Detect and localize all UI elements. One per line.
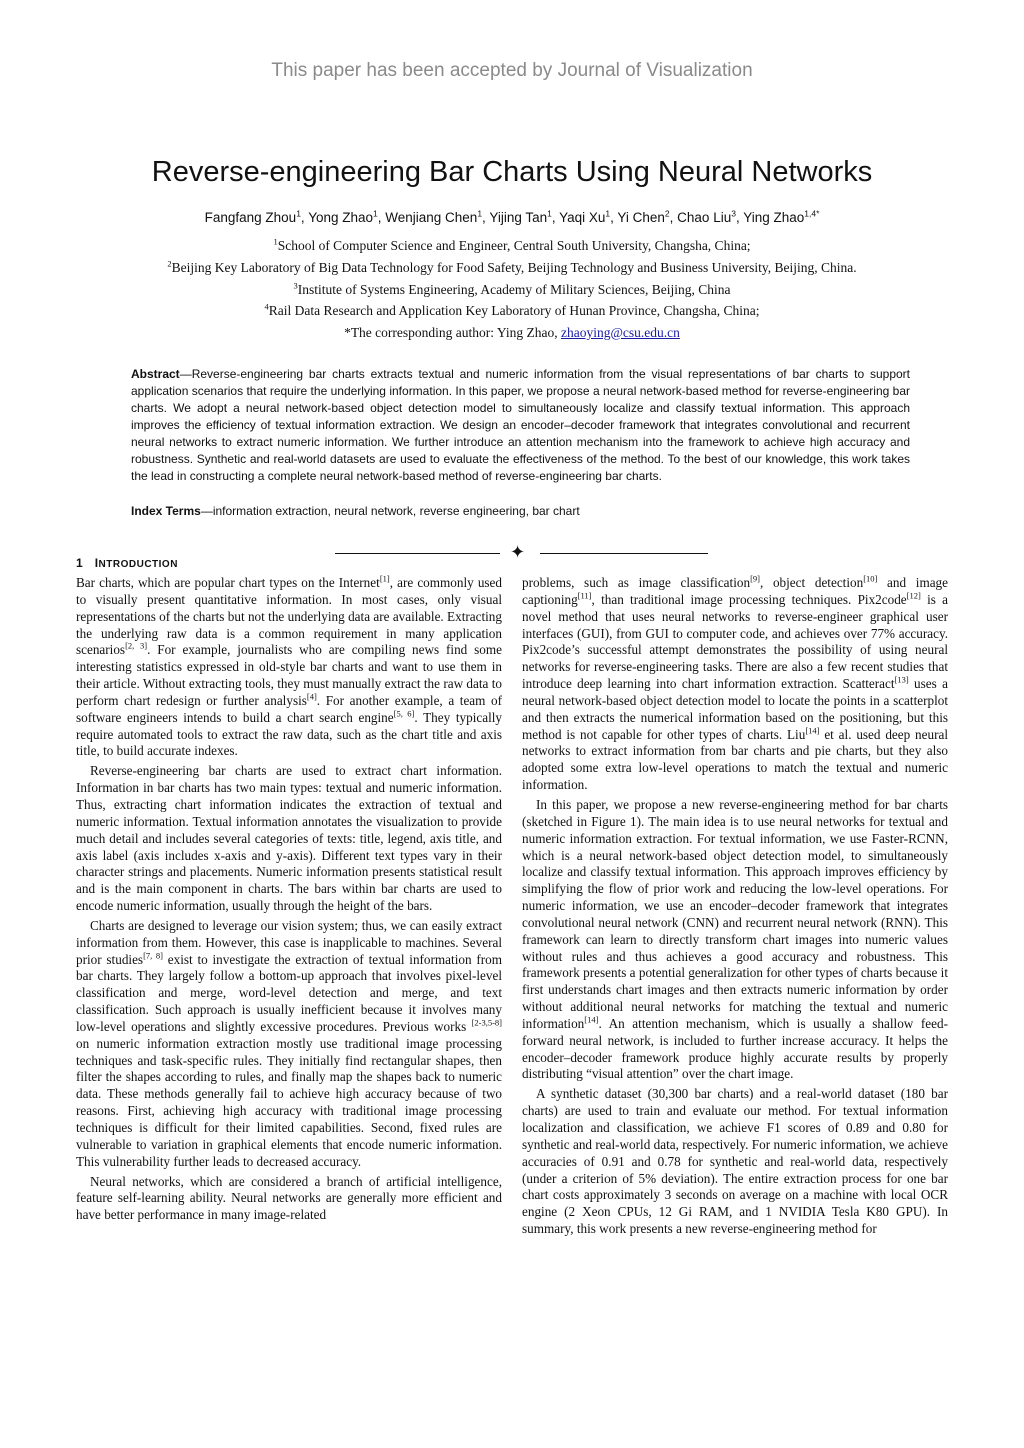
- section-number: 1: [76, 556, 84, 570]
- affiliation-text: Institute of Systems Engineering, Academy of Military Sciences, Beijing, China: [297, 282, 731, 297]
- email-link[interactable]: zhaoying@csu.edu.cn: [561, 325, 680, 340]
- author-name: Yijing Tan: [489, 210, 548, 225]
- abstract-text: —Reverse-engineering bar charts extracts textual and numeric information from the visual representations of bar charts to support application scenarios that require the underlying information. In this paper, we propose a neural network-based method for reverse-engineering bar charts. We adopt a neural network-based object detection model to simultaneously localize and classify textual information. This approach improves the efficiency of textual information extraction. We design an encoder–decoder framework that integrates convolutional and recurrent neural networks to extract numeric information. We further introduce an attention mechanism into the framework to achieve high accuracy and robustness. Synthetic and real-world datasets are used to evaluate the effectiveness of the method. To the best of our knowledge, this work takes the lead in constructing a complete neural network-based method of reverse-engineering bar charts.: [131, 367, 910, 483]
- index-terms: [131, 504, 910, 518]
- citation: [13]: [894, 674, 909, 685]
- divider-line-left: [335, 553, 500, 554]
- paper-title: Reverse-engineering Bar Charts Using Neural Networks: [151, 156, 873, 188]
- citation: [4]: [306, 691, 317, 702]
- author-name: Yaqi Xu: [559, 210, 606, 225]
- body-paragraph: In this paper, we propose a new reverse-engineering method for bar charts (sketched in Figure 1). The main idea is to use neural networks for textual and numeric information extraction. For textual information, we use Faster-RCNN, which is a neural network-based object detection model, to simultaneously localize and classify textual information. This approach improves efficiency by simplifying the flow of prior work and reducing the low-level operations. For numeric information, we use an encoder–decoder framework that integrates convolutional neural network (CNN) and recurrent neural network (RNN). This framework can learn to directly transform chart images into numeric values without rules and thus achieves a good accuracy and robustness. This framework presents a potential generalization for other types of charts because it first understands chart images and then extracts numeric information by order without additional neural networks for matching the textual and numeric information[14]. An attention mechanism, which is usually a shallow feed-forward neural network, is included to further increase accuracy. It helps the encoder–decoder framework produce highly accurate results by properly distributing “visual attention” over the chart image.: [522, 796, 948, 1082]
- author-name: Wenjiang Chen: [385, 210, 478, 225]
- author-sup: 1,4*: [804, 208, 820, 219]
- body-paragraph: Reverse-engineering bar charts are used to extract chart information. Information in bar charts has two main types: textual and numeric information. Thus, extracting chart information indicates the extraction of textual and numeric information. Textual information annotates the visualization to provide much detail and includes several categories of texts: title, legend, axis title, and axis label (axis includes x-axis and y-axis). Different text types vary in their character strings and placements. Numeric information presents statistical result and is the main component in charts. The bars within bar charts are used to encode numeric information, usually through the height of the bars.: [76, 763, 502, 914]
- author-sup: 3: [731, 208, 736, 219]
- affiliation-sup: 2: [167, 258, 172, 269]
- author-name: Ying Zhao: [743, 210, 805, 225]
- author-sup: 1: [547, 208, 552, 219]
- affiliation-3: [0, 282, 1024, 298]
- right-column: [522, 575, 948, 1241]
- citation: [11]: [577, 590, 592, 601]
- index-terms-text: —information extraction, neural network, reverse engineering, bar chart: [200, 504, 580, 518]
- section-heading: [76, 556, 178, 570]
- corresponding-author: [0, 325, 1024, 341]
- citation: [2-3,5-8]: [471, 1017, 502, 1028]
- author-sup: 1: [605, 208, 611, 219]
- section-divider: [335, 542, 708, 563]
- affiliation-sup: 4: [264, 301, 269, 312]
- citation: [14]: [805, 725, 820, 736]
- body-paragraph: Neural networks, which are considered a branch of artificial intelligence, feature self-learning ability. Neural networks are generally more efficient and have better performance in many image-related: [76, 1173, 502, 1223]
- affiliation-2: [0, 260, 1024, 276]
- author-sup: 1: [296, 208, 301, 219]
- citation: [7, 8]: [143, 950, 163, 961]
- body-paragraph: problems, such as image classification[9], object detection[10] and image captioning[11], than traditional image processing techniques. Pix2code[12] is a novel method that uses neural networks to reverse-engineer graphical user interfaces (GUI), from GUI to computer code, and achieves over 77% accuracy. Pix2code’s successful attempt demonstrates the possibility of using neural networks for reverse-engineering tasks. There are also a few recent studies that introduce deep learning into chart information extraction. Scatteract[13] uses a neural network-based object detection model to locate the points in a scatterplot and then extracts the numerical information based on the positioning, but this method is not capable for other types of charts. Liu[14] et al. used deep neural networks to extract information from bar charts and pie charts, but they also adopted some extra low-level operations to match the textual and numeric information.: [522, 573, 948, 793]
- affiliation-1: [0, 238, 1024, 254]
- affiliation-sup: 1: [273, 236, 278, 247]
- author-name: Chao Liu: [677, 210, 732, 225]
- body-paragraph: Charts are designed to leverage our vision system; thus, we can easily extract information from them. However, this case is inapplicable to machines. Several prior studies[7, 8] exist to investigate the extraction of textual information from bar charts. They largely follow a bottom-up approach that involves pixel-level classification and merge, word-level detection and merge, and text classification. Such approach is usually inefficient because it involves many low-level operations and slightly excessive procedures. Previous works [2-3,5-8] on numeric information extraction mostly use traditional image processing techniques and task-specific rules. They initially find rectangular shapes, then filter the shapes according to rules, and finally map the shapes back to numeric data. These methods generally fail to achieve high accuracy because of two reasons. First, achieving high accuracy with traditional image processing techniques is difficult for their limited capabilities. Second, fixed rules are vulnerable to variation in graphical elements that encode numeric information. This vulnerability further leads to decreased accuracy.: [76, 917, 502, 1169]
- citation: [12]: [906, 590, 921, 601]
- section-title-rest: NTRODUCTION: [98, 559, 178, 570]
- citation: [2, 3]: [125, 640, 148, 651]
- author-sup: 1: [477, 208, 483, 219]
- corresponding-prefix: *The corresponding author: Ying Zhao,: [344, 325, 562, 340]
- author-name: Yi Chen: [617, 210, 665, 225]
- left-column: [76, 575, 502, 1227]
- citation: [10]: [863, 573, 878, 584]
- citation: [5, 6]: [393, 708, 415, 719]
- author-name: Fangfang Zhou: [204, 210, 297, 225]
- affiliation-text: School of Computer Science and Engineer, Central South University, Changsha, China;: [277, 238, 751, 253]
- divider-star-icon: ✦: [510, 542, 526, 563]
- section-first-letter: I: [94, 556, 99, 570]
- citation: [9]: [750, 573, 760, 584]
- index-terms-label: Index Terms: [131, 504, 201, 518]
- affiliation-4: [0, 303, 1024, 319]
- abstract: [131, 366, 910, 485]
- affiliation-sup: 3: [293, 280, 298, 291]
- acceptance-banner: This paper has been accepted by Journal of Visualization: [271, 60, 753, 81]
- author-sup: 2: [664, 208, 670, 219]
- citation: [14]: [584, 1014, 599, 1025]
- abstract-label: Abstract: [131, 367, 180, 381]
- citation: [1]: [379, 573, 390, 584]
- author-name: Yong Zhao: [308, 210, 373, 225]
- affiliation-text: Beijing Key Laboratory of Big Data Technology for Food Safety, Beijing Technology and Business University, Beijing, China.: [171, 260, 857, 275]
- author-sup: 1: [373, 208, 378, 219]
- body-paragraph: A synthetic dataset (30,300 bar charts) and a real-world dataset (180 bar charts) are used to train and evaluate our method. For textual information localization and classification, we achieve F1 scores of 0.89 and 0.80 for synthetic and real-world data, respectively. For numeric information, we achieve accuracies of 0.91 and 0.78 for synthetic and real-world data, respectively (under a criterion of 5% deviation). The entire extraction process for one bar chart costs approximately 3 seconds on average on a machine with local OCR engine (2 Xeon CPUs, 12 Gi RAM, and 1 NVIDIA Tesla K80 GPU). In summary, this work presents a new reverse-engineering method for: [522, 1086, 948, 1237]
- divider-line-right: [540, 553, 708, 554]
- body-paragraph: Bar charts, which are popular chart types on the Internet[1], are commonly used to visually present quantitative information. In most cases, only visual representations of the charts but not the underlying data are available. Extracting the underlying raw data is a common requirement in many application scenarios[2, 3]. For example, journalists who are compiling news find some interesting statistics expressed in old-style bar charts and want to use them in their article. Without extracting tools, they must manually extract the raw data to perform chart redesign or further analysis[4]. For another example, a team of software engineers intends to build a chart search engine[5, 6]. They typically require automated tools to extract the raw data, such as the chart title and axis title, to build accurate indexes.: [76, 573, 503, 759]
- affiliation-text: Rail Data Research and Application Key Laboratory of Hunan Province, Changsha, China;: [268, 303, 760, 318]
- author-list: Fangfang Zhou$^1$, Yong Zhao$^1$, Wenjiang Chen$^1$, Yijing Tan$^1$, Yaqi Xu$^1$, Yi Chen$^2$, Chao Liu$^3$, Ying Zhao$^{1,4*}$: [204, 208, 820, 225]
